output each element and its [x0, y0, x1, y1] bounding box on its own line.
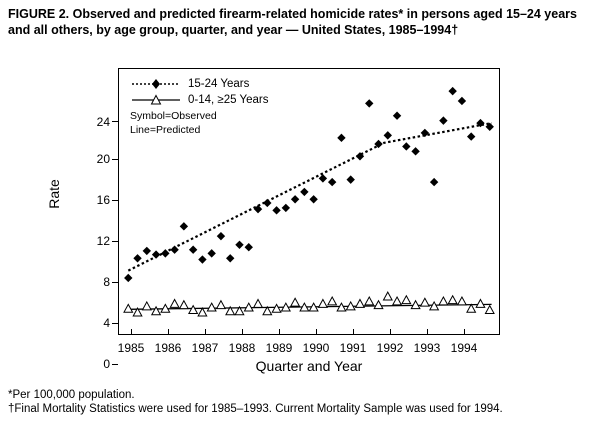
- data-point-series-0: [207, 249, 215, 257]
- data-point-series-1: [180, 301, 189, 309]
- data-point-series-0: [226, 254, 234, 262]
- data-point-series-1: [170, 299, 179, 307]
- data-point-series-1: [207, 303, 216, 311]
- data-point-series-0: [124, 274, 132, 282]
- y-tick-12: 12: [96, 234, 110, 248]
- data-point-series-0: [467, 132, 475, 140]
- data-point-series-0: [235, 241, 243, 249]
- x-tick-1991: 1991: [339, 341, 367, 355]
- data-point-series-0: [300, 188, 308, 196]
- data-point-series-1: [383, 292, 392, 300]
- y-tick-16: 16: [96, 193, 110, 207]
- x-tick-1993: 1993: [413, 341, 441, 355]
- legend-note-symbol: Symbol=Observed: [130, 110, 217, 122]
- data-layer: [124, 87, 494, 316]
- data-point-series-0: [152, 250, 160, 258]
- data-point-series-0: [347, 175, 355, 183]
- data-point-series-0: [245, 243, 253, 251]
- data-point-series-1: [458, 297, 467, 305]
- data-point-series-1: [430, 302, 439, 310]
- data-point-series-1: [467, 304, 476, 312]
- data-point-series-1: [291, 298, 300, 306]
- legend-label-15-24: 15-24 Years: [188, 78, 250, 90]
- data-point-series-1: [319, 299, 328, 307]
- y-axis-label: Rate: [46, 179, 62, 209]
- y-tick-4: 4: [103, 316, 110, 330]
- footnote-2: †Final Mortality Statistics were used for 1985–1993. Current Mortality Sample was used for 1994.: [8, 403, 503, 415]
- data-point-series-1: [374, 301, 383, 309]
- data-point-series-0: [309, 195, 317, 203]
- data-point-series-1: [152, 307, 161, 315]
- data-point-series-0: [272, 206, 280, 214]
- data-point-series-0: [170, 245, 178, 253]
- data-point-series-0: [337, 134, 345, 142]
- data-point-series-0: [143, 247, 151, 255]
- x-tick-1985: 1985: [117, 341, 145, 355]
- data-point-series-0: [430, 178, 438, 186]
- chart-area: [0, 58, 606, 388]
- y-tick-8: 8: [103, 275, 110, 289]
- y-tick-20: 20: [96, 152, 110, 166]
- data-point-series-0: [282, 204, 290, 212]
- data-point-series-0: [328, 178, 336, 186]
- data-point-series-1: [143, 302, 152, 310]
- x-tick-1986: 1986: [154, 341, 182, 355]
- data-point-series-0: [263, 199, 271, 207]
- data-point-series-1: [485, 306, 494, 314]
- x-tick-1989: 1989: [265, 341, 293, 355]
- data-point-series-0: [189, 245, 197, 253]
- x-axis-label: Quarter and Year: [255, 358, 363, 374]
- data-point-series-0: [319, 174, 327, 182]
- data-point-series-1: [439, 297, 448, 305]
- chart-plot-svg: [0, 58, 606, 388]
- data-point-series-1: [393, 297, 402, 305]
- legend-label-others: 0-14, ≥25 Years: [188, 94, 269, 106]
- x-tick-1988: 1988: [228, 341, 256, 355]
- footnotes: [8, 388, 600, 416]
- data-point-series-0: [411, 147, 419, 155]
- data-point-series-1: [402, 296, 411, 304]
- data-point-series-0: [448, 87, 456, 95]
- data-point-series-1: [476, 299, 485, 307]
- figure-title: FIGURE 2. Observed and predicted firearm-related homicide rates* in persons aged 15–24 years and all others, by age group, quarter, and year — United States, 1985–1994†: [8, 7, 577, 37]
- x-tick-1992: 1992: [376, 341, 404, 355]
- data-point-series-1: [365, 297, 374, 305]
- data-point-series-1: [254, 299, 263, 307]
- predicted-line-series-0: [128, 123, 491, 271]
- data-point-series-0: [439, 116, 447, 124]
- y-tick-24: 24: [96, 115, 110, 129]
- data-point-series-1: [272, 304, 281, 312]
- data-point-series-1: [448, 296, 457, 304]
- data-point-series-1: [356, 299, 365, 307]
- data-point-series-0: [198, 255, 206, 263]
- y-tick-0: 0: [103, 357, 110, 371]
- data-point-series-0: [384, 131, 392, 139]
- data-point-series-0: [291, 195, 299, 203]
- data-point-series-1: [328, 297, 337, 305]
- data-point-series-1: [411, 301, 420, 309]
- data-point-series-0: [217, 232, 225, 240]
- data-point-series-1: [198, 308, 207, 316]
- data-point-series-0: [161, 249, 169, 257]
- x-tick-1990: 1990: [302, 341, 330, 355]
- data-point-series-0: [365, 99, 373, 107]
- data-point-series-1: [189, 306, 198, 314]
- data-point-series-1: [124, 304, 133, 312]
- data-point-series-0: [133, 254, 141, 262]
- data-point-series-0: [402, 142, 410, 150]
- x-tick-1994: 1994: [450, 341, 478, 355]
- data-point-series-0: [458, 97, 466, 105]
- legend-note-line: Line=Predicted: [130, 124, 201, 136]
- data-point-series-0: [393, 112, 401, 120]
- footnote-1: *Per 100,000 population.: [8, 389, 135, 401]
- x-tick-1987: 1987: [191, 341, 219, 355]
- data-point-series-1: [421, 298, 430, 306]
- data-point-series-1: [217, 301, 226, 309]
- data-point-series-0: [180, 222, 188, 230]
